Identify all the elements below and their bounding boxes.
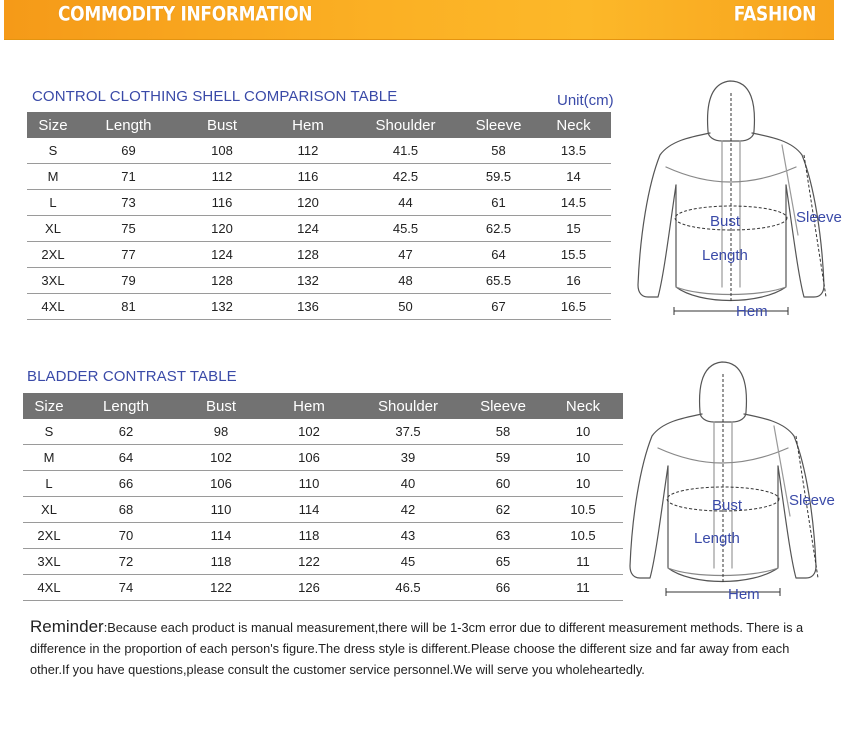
table-cell: 112 — [266, 138, 350, 164]
column-header: Hem — [266, 112, 350, 138]
unit-label: Unit(cm) — [557, 92, 614, 109]
table-cell: 98 — [177, 419, 265, 445]
table-cell: 75 — [79, 216, 178, 242]
table-cell: 102 — [177, 445, 265, 471]
shell-table-title: CONTROL CLOTHING SHELL COMPARISON TABLE — [32, 88, 398, 105]
table-cell: 122 — [177, 574, 265, 600]
column-header: Bust — [177, 393, 265, 419]
table-cell: 44 — [350, 190, 461, 216]
column-header: Shoulder — [350, 112, 461, 138]
table-cell: 11 — [543, 574, 623, 600]
table-row — [23, 523, 623, 549]
table-cell: 65.5 — [461, 267, 536, 293]
column-header: Shoulder — [353, 393, 463, 419]
table-cell: L — [27, 190, 79, 216]
sleeve-label: Sleeve — [796, 209, 842, 226]
table-cell: 71 — [79, 164, 178, 190]
table-row — [23, 548, 623, 574]
table-cell: 74 — [75, 574, 177, 600]
table-cell: 65 — [463, 548, 543, 574]
table-row — [23, 497, 623, 523]
table-cell: S — [23, 419, 75, 445]
table-cell: 10 — [543, 471, 623, 497]
table-row — [27, 242, 611, 268]
table-cell: 3XL — [23, 548, 75, 574]
reminder-note — [30, 616, 820, 680]
table-cell: 16 — [536, 267, 611, 293]
table-cell: 3XL — [27, 267, 79, 293]
table-cell: 10.5 — [543, 497, 623, 523]
table-cell: 108 — [178, 138, 266, 164]
table-cell: 126 — [265, 574, 353, 600]
table-cell: 120 — [178, 216, 266, 242]
table-cell: 46.5 — [353, 574, 463, 600]
bladder-table-title: BLADDER CONTRAST TABLE — [27, 368, 237, 385]
column-header: Hem — [265, 393, 353, 419]
table-row — [27, 267, 611, 293]
column-header: Length — [79, 112, 178, 138]
table-cell: XL — [27, 216, 79, 242]
table-row — [23, 574, 623, 600]
table-cell: 42.5 — [350, 164, 461, 190]
table-cell: 110 — [265, 471, 353, 497]
table-cell: S — [27, 138, 79, 164]
table-cell: 2XL — [23, 523, 75, 549]
sleeve-label: Sleeve — [789, 492, 835, 509]
table-cell: 45 — [353, 548, 463, 574]
table-cell: 118 — [265, 523, 353, 549]
table-cell: 132 — [178, 293, 266, 319]
table-cell: 10 — [543, 419, 623, 445]
table-cell: 62 — [463, 497, 543, 523]
table-cell: 10.5 — [543, 523, 623, 549]
table-cell: 4XL — [27, 293, 79, 319]
table-cell: 120 — [266, 190, 350, 216]
table-cell: 106 — [177, 471, 265, 497]
table-cell: 128 — [178, 267, 266, 293]
table-cell: 136 — [266, 293, 350, 319]
table-cell: 15.5 — [536, 242, 611, 268]
table-row — [23, 471, 623, 497]
table-cell: 37.5 — [353, 419, 463, 445]
table-cell: 128 — [266, 242, 350, 268]
column-header: Size — [23, 393, 75, 419]
banner-title: COMMODITY INFORMATION — [58, 3, 313, 26]
table-cell: 124 — [266, 216, 350, 242]
table-cell: 10 — [543, 445, 623, 471]
table-cell: 122 — [265, 548, 353, 574]
table-cell: XL — [23, 497, 75, 523]
table-cell: 14.5 — [536, 190, 611, 216]
table-cell: 50 — [350, 293, 461, 319]
table-cell: 114 — [265, 497, 353, 523]
hooded-jacket-icon — [622, 356, 822, 611]
table-cell: 124 — [178, 242, 266, 268]
table-row — [23, 445, 623, 471]
table-cell: 43 — [353, 523, 463, 549]
column-header: Sleeve — [463, 393, 543, 419]
commodity-banner — [4, 0, 834, 40]
table-cell: 62.5 — [461, 216, 536, 242]
bladder-size-table — [23, 393, 623, 601]
hem-label: Hem — [736, 303, 768, 320]
table-cell: M — [27, 164, 79, 190]
table-cell: 66 — [463, 574, 543, 600]
table-cell: 110 — [177, 497, 265, 523]
table-cell: 58 — [461, 138, 536, 164]
bust-label: Bust — [712, 497, 743, 514]
table-cell: 41.5 — [350, 138, 461, 164]
table-cell: 39 — [353, 445, 463, 471]
jacket-diagram-bladder — [622, 356, 835, 611]
table-cell: 132 — [266, 267, 350, 293]
table-cell: 60 — [463, 471, 543, 497]
table-cell: 59.5 — [461, 164, 536, 190]
table-row — [27, 216, 611, 242]
table-header-row — [27, 112, 611, 138]
bust-label: Bust — [710, 213, 741, 230]
table-cell: 106 — [265, 445, 353, 471]
hooded-jacket-icon — [630, 75, 830, 330]
table-cell: 14 — [536, 164, 611, 190]
column-header: Sleeve — [461, 112, 536, 138]
table-cell: M — [23, 445, 75, 471]
table-cell: 13.5 — [536, 138, 611, 164]
table-cell: 42 — [353, 497, 463, 523]
table-cell: 79 — [79, 267, 178, 293]
table-cell: 102 — [265, 419, 353, 445]
reminder-heading: Reminder — [30, 617, 104, 636]
hem-label: Hem — [728, 586, 760, 603]
jacket-diagram-shell — [630, 75, 842, 330]
table-cell: 81 — [79, 293, 178, 319]
table-cell: 77 — [79, 242, 178, 268]
table-cell: 118 — [177, 548, 265, 574]
reminder-body: :Because each product is manual measurement,there will be 1-3cm error due to different measurement methods. There is a difference in the proportion of each person's figure.The dress style is different.Please choose the different size and far away from each other.If you have questions,please consult the customer service personnel.We will serve you wholeheartedly. — [30, 620, 804, 677]
table-cell: 112 — [178, 164, 266, 190]
column-header: Length — [75, 393, 177, 419]
table-cell: 47 — [350, 242, 461, 268]
shell-size-table — [27, 112, 611, 320]
table-cell: 48 — [350, 267, 461, 293]
table-row — [27, 138, 611, 164]
table-row — [27, 190, 611, 216]
table-cell: 2XL — [27, 242, 79, 268]
table-cell: 68 — [75, 497, 177, 523]
table-header-row — [23, 393, 623, 419]
table-cell: 64 — [75, 445, 177, 471]
table-cell: 70 — [75, 523, 177, 549]
table-cell: 16.5 — [536, 293, 611, 319]
banner-fashion-label: FASHION — [733, 3, 816, 26]
table-cell: 66 — [75, 471, 177, 497]
table-cell: 67 — [461, 293, 536, 319]
table-cell: 11 — [543, 548, 623, 574]
table-cell: 45.5 — [350, 216, 461, 242]
table-cell: 72 — [75, 548, 177, 574]
table-cell: 116 — [178, 190, 266, 216]
table-cell: 62 — [75, 419, 177, 445]
table-cell: 58 — [463, 419, 543, 445]
table-row — [23, 419, 623, 445]
table-cell: 63 — [463, 523, 543, 549]
column-header: Neck — [543, 393, 623, 419]
table-cell: 114 — [177, 523, 265, 549]
table-cell: 15 — [536, 216, 611, 242]
column-header: Neck — [536, 112, 611, 138]
column-header: Size — [27, 112, 79, 138]
table-cell: 59 — [463, 445, 543, 471]
table-cell: 116 — [266, 164, 350, 190]
table-cell: 64 — [461, 242, 536, 268]
column-header: Bust — [178, 112, 266, 138]
table-cell: L — [23, 471, 75, 497]
length-label: Length — [694, 530, 740, 547]
table-cell: 4XL — [23, 574, 75, 600]
table-cell: 40 — [353, 471, 463, 497]
table-cell: 69 — [79, 138, 178, 164]
table-row — [27, 164, 611, 190]
table-row — [27, 293, 611, 319]
length-label: Length — [702, 247, 748, 264]
table-cell: 73 — [79, 190, 178, 216]
table-cell: 61 — [461, 190, 536, 216]
